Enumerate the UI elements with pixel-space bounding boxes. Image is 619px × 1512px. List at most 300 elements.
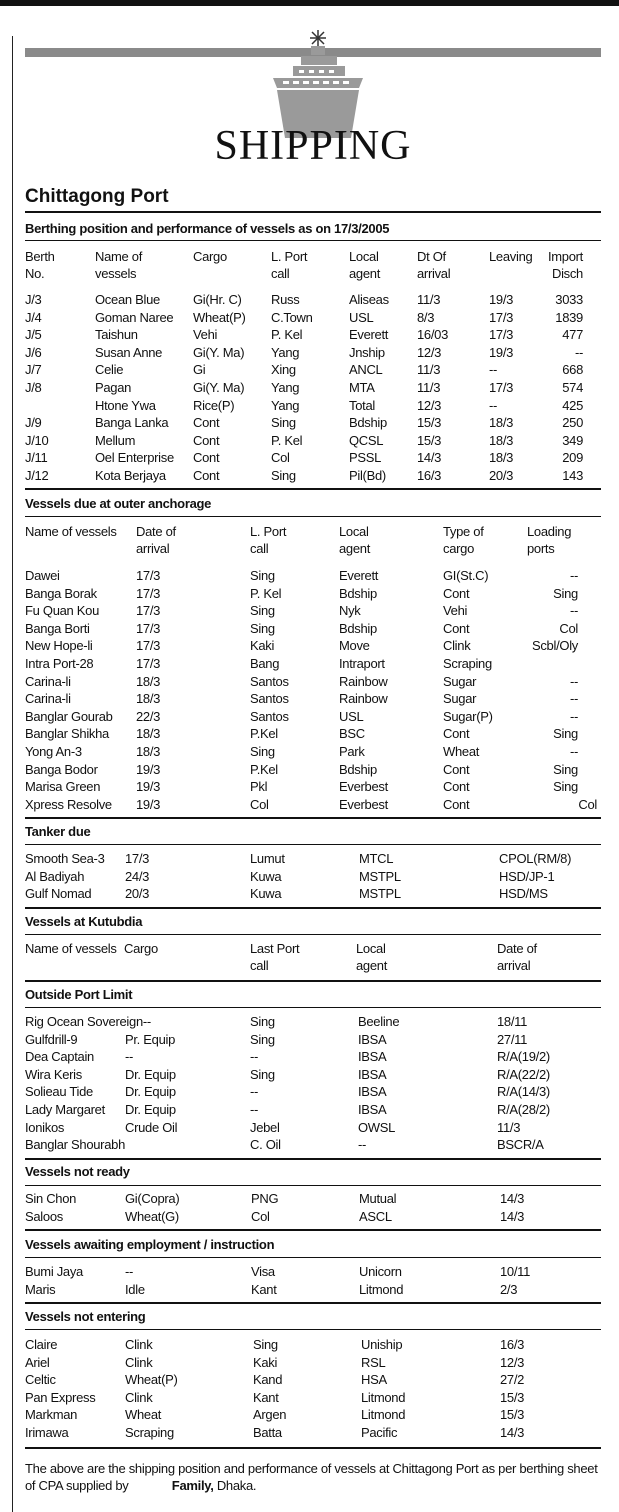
berthing-cell: P. Kel — [271, 432, 303, 448]
kutubdia-header: agent — [356, 958, 388, 973]
outside-cell: Beeline — [358, 1014, 400, 1029]
divider — [25, 488, 601, 490]
outer-cell: Clink — [443, 638, 471, 654]
notentering-cell: Ariel — [25, 1354, 50, 1370]
port-heading: Chittagong Port — [25, 186, 169, 207]
tanker-cell: 17/3 — [125, 851, 150, 866]
berthing-cell: Sing — [271, 468, 296, 483]
outer-header: ports — [527, 541, 555, 556]
outer-cell: Sugar — [443, 673, 477, 689]
notentering-cell: Batta — [253, 1425, 282, 1440]
notentering-cell: Argen — [253, 1407, 287, 1423]
notentering-cell: Clink — [125, 1337, 153, 1352]
outer-cell: Col — [578, 796, 597, 812]
notready-cell: Wheat(G) — [125, 1208, 179, 1224]
notready-cell: Gi(Copra) — [125, 1191, 180, 1206]
berthing-cell: Cont — [193, 450, 220, 466]
berthing-cell: 12/3 — [417, 397, 442, 413]
outer-cell: Carina-li — [25, 691, 71, 707]
footer-city: Dhaka. — [216, 1478, 257, 1493]
notentering-cell: Litmond — [361, 1389, 406, 1405]
outer-cell: USL — [339, 708, 364, 724]
notentering-cell: 12/3 — [500, 1354, 525, 1370]
berthing-cell: ANCL — [349, 362, 383, 378]
outer-header: L. Port — [250, 524, 287, 539]
outer-cell: Dawei — [25, 568, 60, 583]
notentering-cell: Kand — [253, 1372, 283, 1388]
kutubdia-header: arrival — [497, 958, 531, 973]
outer-cell: Bdship — [339, 585, 377, 601]
outside-cell: Solieau Tide — [25, 1084, 93, 1100]
berthing-cell: J/5 — [25, 327, 42, 343]
berthing-cell: 15/3 — [417, 432, 442, 448]
berthing-cell: Gi(Hr. C) — [193, 292, 242, 307]
berthing-cell: Bdship — [349, 415, 387, 431]
berthing-cell: 425 — [562, 397, 583, 413]
berthing-cell: 12/3 — [417, 344, 442, 360]
berthing-cell: Kota Berjaya — [95, 468, 166, 483]
outer-cell: Sing — [553, 726, 578, 742]
outer-cell: P.Kel — [250, 761, 278, 777]
notentering-cell: Pacific — [361, 1425, 398, 1440]
berthing-cell: J/10 — [25, 432, 49, 448]
outer-cell: Rainbow — [339, 691, 388, 707]
outer-cell: Cont — [443, 779, 470, 795]
outer-cell: -- — [569, 603, 578, 619]
outside-cell: -- — [358, 1137, 367, 1153]
berthing-header: arrival — [417, 266, 451, 281]
berthing-cell: J/4 — [25, 309, 42, 325]
berthing-cell: 15/3 — [417, 415, 442, 431]
outer-cell: Everbest — [339, 796, 388, 812]
kutubdia-title: Vessels at Kutubdia — [25, 914, 143, 929]
berthing-cell: 14/3 — [417, 450, 442, 466]
notentering-cell: Sing — [253, 1337, 278, 1352]
berthing-cell: Yang — [271, 397, 300, 413]
berthing-header: agent — [349, 266, 381, 281]
berthing-cell: 17/3 — [489, 380, 514, 395]
berthing-cell: Ocean Blue — [95, 292, 160, 307]
notentering-cell: 14/3 — [500, 1425, 525, 1440]
outside-cell: BSCR/A — [497, 1137, 544, 1153]
outside-cell: Jebel — [250, 1119, 280, 1135]
berthing-cell: J/8 — [25, 380, 42, 395]
outer-cell: Santos — [250, 691, 289, 707]
outside-cell: C. Oil — [250, 1137, 281, 1153]
notentering-cell: 15/3 — [500, 1407, 525, 1423]
outside-cell: -- — [250, 1084, 259, 1100]
berthing-cell: 20/3 — [489, 468, 514, 483]
outside-cell: Ionikos — [25, 1119, 65, 1135]
berthing-header: No. — [25, 266, 45, 281]
tanker-cell: Kuwa — [250, 868, 282, 884]
kutubdia-header: Last Port — [250, 941, 300, 956]
berthing-header: Disch — [551, 266, 583, 281]
outer-cell: -- — [569, 673, 578, 689]
awaiting-cell: Litmond — [359, 1281, 404, 1297]
divider — [25, 1329, 601, 1330]
berthing-cell: J/11 — [25, 450, 48, 466]
divider — [25, 1302, 601, 1304]
divider — [25, 934, 601, 935]
outer-cell: Fu Quan Kou — [25, 603, 100, 619]
outer-cell: Xpress Resolve — [25, 796, 112, 812]
tanker-cell: 20/3 — [125, 886, 150, 902]
masthead — [25, 30, 601, 170]
outside-cell: Sing — [250, 1014, 275, 1029]
awaiting-cell: Visa — [251, 1264, 275, 1279]
berthing-cell: Wheat(P) — [193, 309, 246, 325]
notentering-cell: 16/3 — [500, 1337, 525, 1352]
outside-cell: Rig Ocean Sovereign-- — [25, 1014, 151, 1029]
berthing-header: Name of — [95, 249, 143, 264]
berthing-cell: Total — [349, 397, 375, 413]
outer-cell: -- — [569, 744, 578, 759]
berthing-cell: 18/3 — [489, 450, 514, 466]
berthing-cell: Xing — [271, 362, 296, 378]
berthing-cell: 18/3 — [489, 432, 514, 448]
outer-cell: 17/3 — [136, 656, 161, 671]
outer-cell: 17/3 — [136, 585, 161, 601]
outer-cell: Yong An-3 — [25, 744, 82, 759]
notentering-cell: 27/2 — [500, 1372, 525, 1388]
outer-cell: New Hope-li — [25, 638, 93, 654]
outside-cell: Sing — [250, 1031, 275, 1047]
outer-cell: Cont — [443, 726, 470, 742]
outer-cell: Sugar — [443, 691, 477, 707]
berthing-header: L. Port — [271, 249, 308, 264]
divider — [25, 516, 601, 517]
outer-cell: Cont — [443, 796, 470, 812]
outer-cell: Carina-li — [25, 673, 71, 689]
outside-cell: Dr. Equip — [125, 1084, 176, 1100]
tanker-cell: Gulf Nomad — [25, 886, 92, 902]
outer-cell: Marisa Green — [25, 779, 101, 795]
outer-cell: 19/3 — [136, 796, 161, 812]
kutubdia-header: Name of vessels — [25, 941, 117, 956]
outside-cell: OWSL — [358, 1119, 396, 1135]
berthing-header: Dt Of — [417, 249, 446, 264]
berthing-cell: 11/3 — [417, 362, 441, 378]
outer-cell: 18/3 — [136, 726, 161, 742]
divider — [25, 1229, 601, 1231]
divider — [25, 907, 601, 909]
berthing-cell: Taishun — [95, 327, 138, 343]
berthing-cell: P. Kel — [271, 327, 303, 343]
outside-cell: Dr. Equip — [125, 1102, 176, 1117]
berthing-cell: Oel Enterprise — [95, 450, 174, 466]
berthing-cell: Yang — [271, 380, 300, 395]
outer-cell: Santos — [250, 708, 289, 724]
notentering-cell: Uniship — [361, 1337, 403, 1352]
berthing-header: Berth — [25, 249, 55, 264]
berthing-cell: J/7 — [25, 362, 42, 378]
berthing-cell: Sing — [271, 415, 296, 431]
notready-cell: 14/3 — [500, 1191, 525, 1206]
outer-cell: Banglar Gourab — [25, 708, 113, 724]
divider — [25, 1257, 601, 1258]
outside-cell: 11/3 — [497, 1119, 521, 1135]
berthing-cell: 477 — [562, 327, 583, 343]
berthing-cell: 16/3 — [417, 468, 442, 483]
outer-cell: Vehi — [443, 603, 468, 619]
divider — [25, 817, 601, 819]
berthing-cell: 668 — [562, 362, 583, 378]
outside-cell: -- — [125, 1049, 134, 1065]
tanker-cell: MTCL — [359, 851, 394, 866]
notready-cell: Col — [251, 1208, 270, 1224]
outer-cell: 18/3 — [136, 744, 161, 759]
outside-cell: -- — [250, 1049, 259, 1065]
divider — [25, 1007, 601, 1008]
outside-cell: 18/11 — [497, 1014, 528, 1029]
page-title: SHIPPING — [214, 123, 412, 169]
outside-cell: Banglar Shourabh — [25, 1137, 125, 1153]
outer-cell: Nyk — [339, 603, 361, 619]
berthing-cell: Cont — [193, 415, 220, 431]
berthing-cell: Pil(Bd) — [349, 468, 386, 483]
outer-cell: -- — [569, 568, 578, 583]
berthing-cell: PSSL — [349, 450, 382, 466]
notentering-cell: Clink — [125, 1389, 153, 1405]
outer-cell: -- — [569, 691, 578, 707]
notentering-cell: Celtic — [25, 1372, 56, 1388]
berthing-cell: Banga Lanka — [95, 415, 169, 431]
outside-cell: 27/11 — [497, 1031, 528, 1047]
berthing-cell: C.Town — [271, 309, 313, 325]
outer-cell: Sing — [250, 744, 275, 759]
berthing-cell: Cont — [193, 468, 220, 483]
berthing-cell: Goman Naree — [95, 309, 174, 325]
outer-cell: Bang — [250, 656, 280, 671]
outside-cell: Dr. Equip — [125, 1066, 176, 1082]
berthing-cell: Russ — [271, 292, 300, 307]
outside-cell: R/A(28/2) — [497, 1102, 550, 1117]
berthing-cell: Rice(P) — [193, 397, 235, 413]
berthing-cell: Jnship — [349, 344, 385, 360]
berthing-header: vessels — [95, 266, 137, 281]
notentering-title: Vessels not entering — [25, 1309, 146, 1324]
outer-cell: 19/3 — [136, 779, 161, 795]
berthing-cell: Aliseas — [349, 292, 389, 307]
outside-cell: IBSA — [358, 1102, 387, 1117]
outer-cell: 22/3 — [136, 708, 161, 724]
outer-cell: Cont — [443, 761, 470, 777]
outside-cell: Sing — [250, 1066, 275, 1082]
outside-cell: IBSA — [358, 1031, 387, 1047]
tanker-cell: Kuwa — [250, 886, 282, 902]
berthing-cell: Everett — [349, 327, 389, 343]
berthing-cell: Htone Ywa — [95, 397, 156, 413]
berthing-header: call — [271, 266, 290, 281]
berthing-header: Local — [349, 249, 379, 264]
outer-cell: 17/3 — [136, 603, 161, 619]
outside-cell: R/A(19/2) — [497, 1049, 550, 1065]
tanker-cell: HSD/MS — [499, 886, 548, 902]
berthing-cell: 1839 — [555, 309, 583, 325]
outer-cell: Everett — [339, 568, 379, 583]
berthing-cell: 209 — [562, 450, 583, 466]
berthing-cell: 18/3 — [489, 415, 514, 431]
notentering-cell: 15/3 — [500, 1389, 525, 1405]
berthing-header: Leaving — [489, 249, 533, 264]
outer-cell: Everbest — [339, 779, 388, 795]
berthing-cell: 143 — [562, 468, 583, 483]
berthing-cell: USL — [349, 309, 374, 325]
outer-cell: Cont — [443, 585, 470, 601]
notentering-cell: Claire — [25, 1337, 58, 1352]
notentering-cell: HSA — [361, 1372, 387, 1388]
outer-cell: Col — [250, 796, 269, 812]
divider — [25, 980, 601, 982]
outer-cell: Sing — [553, 585, 578, 601]
berthing-cell: 17/3 — [489, 327, 514, 343]
notentering-cell: RSL — [361, 1354, 386, 1370]
outer-cell: Banga Bodor — [25, 761, 98, 777]
outer-header: Type of — [443, 524, 484, 539]
outer-cell: Scraping — [443, 656, 492, 671]
notready-cell: ASCL — [359, 1208, 392, 1224]
notentering-cell: Kaki — [253, 1354, 278, 1370]
tanker-cell: Lumut — [250, 851, 285, 866]
notready-cell: Sin Chon — [25, 1191, 77, 1206]
berthing-cell: Celie — [95, 362, 124, 378]
kutubdia-header: Cargo — [124, 941, 158, 956]
footer-source: Family, — [171, 1478, 214, 1493]
notentering-cell: Kant — [253, 1389, 279, 1405]
kutubdia-header: Date of — [497, 941, 537, 956]
notentering-cell: Clink — [125, 1354, 153, 1370]
berthing-cell: MTA — [349, 380, 375, 395]
awaiting-cell: -- — [125, 1264, 134, 1279]
tanker-cell: MSTPL — [359, 868, 401, 884]
awaiting-cell: Maris — [25, 1281, 56, 1297]
outside-cell: Gulfdrill-9 — [25, 1031, 78, 1047]
outer-cell: Park — [339, 744, 365, 759]
outer-cell: P. Kel — [250, 585, 282, 601]
berthing-cell: 19/3 — [489, 344, 514, 360]
outer-cell: Rainbow — [339, 673, 388, 689]
outer-cell: 18/3 — [136, 691, 161, 707]
berthing-cell: 8/3 — [417, 309, 435, 325]
berthing-cell: 3033 — [555, 292, 583, 307]
outer-header: Name of vessels — [25, 524, 117, 539]
outer-header: Loading — [527, 524, 572, 539]
awaiting-cell: Idle — [125, 1281, 145, 1297]
berthing-cell: QCSL — [349, 432, 384, 448]
berthing-cell: -- — [574, 344, 583, 360]
notentering-cell: Pan Express — [25, 1389, 96, 1405]
outside-cell: Dea Captain — [25, 1049, 94, 1065]
outer-cell: Intra Port-28 — [25, 656, 94, 671]
berthing-cell: Susan Anne — [95, 344, 163, 360]
outer-cell: Scbl/Oly — [531, 638, 578, 654]
tanker-cell: CPOL(RM/8) — [499, 851, 572, 866]
berthing-cell: Gi(Y. Ma) — [193, 344, 245, 360]
berthing-cell: Mellum — [95, 432, 136, 448]
outer-cell: 18/3 — [136, 673, 161, 689]
berthing-header: Cargo — [193, 249, 227, 264]
tanker-cell: MSTPL — [359, 886, 401, 902]
top-rule — [0, 0, 619, 6]
outer-cell: Kaki — [250, 638, 275, 654]
tanker-cell: HSD/JP-1 — [499, 868, 555, 884]
berthing-cell: J/9 — [25, 415, 42, 431]
berthing-cell: Col — [271, 450, 290, 466]
outside-cell: IBSA — [358, 1066, 387, 1082]
notentering-cell: Wheat — [125, 1407, 162, 1423]
outer-cell: Move — [339, 638, 370, 654]
notentering-cell: Scraping — [125, 1425, 174, 1440]
outer-cell: Wheat — [443, 744, 480, 759]
outer-cell: Intraport — [339, 656, 385, 671]
divider — [25, 1158, 601, 1160]
divider — [25, 1185, 601, 1186]
notready-cell: 14/3 — [500, 1208, 525, 1224]
awaiting-cell: 10/11 — [500, 1264, 531, 1279]
notready-cell: Saloos — [25, 1208, 63, 1224]
outside-cell: Crude Oil — [125, 1119, 178, 1135]
berthing-cell: 349 — [562, 432, 583, 448]
tanker-title: Tanker due — [25, 824, 91, 839]
berthing-cell: 11/3 — [417, 380, 441, 395]
tanker-cell: 24/3 — [125, 868, 150, 884]
berthing-cell: Gi(Y. Ma) — [193, 380, 245, 395]
berthing-cell: Pagan — [95, 380, 132, 395]
left-column-rule — [12, 36, 13, 1512]
berthing-header: Import — [547, 249, 583, 264]
outer-title: Vessels due at outer anchorage — [25, 496, 212, 511]
outer-cell: 19/3 — [136, 761, 161, 777]
outer-cell: Banglar Shikha — [25, 726, 109, 742]
berthing-cell: Gi — [193, 362, 206, 378]
outer-cell: 17/3 — [136, 620, 161, 636]
outside-cell: Pr. Equip — [125, 1031, 176, 1047]
outer-cell: Cont — [443, 620, 470, 636]
outer-cell: -- — [569, 708, 578, 724]
kutubdia-header: Local — [356, 941, 386, 956]
berthing-cell: 11/3 — [417, 292, 441, 307]
outer-header: call — [250, 541, 269, 556]
footer-note — [25, 1460, 601, 1494]
berthing-cell: Cont — [193, 432, 220, 448]
berthing-cell: 19/3 — [489, 292, 514, 307]
berthing-cell: 17/3 — [489, 309, 514, 325]
outer-cell: Col — [559, 620, 578, 636]
berthing-cell: J/12 — [25, 468, 49, 483]
outside-cell: -- — [250, 1102, 259, 1117]
outer-cell: Sing — [553, 779, 578, 795]
outer-cell: Santos — [250, 673, 289, 689]
berthing-cell: 574 — [562, 380, 583, 395]
divider — [25, 1447, 601, 1449]
outer-header: Date of — [136, 524, 176, 539]
outer-cell: BSC — [339, 726, 365, 742]
outside-cell: R/A(22/2) — [497, 1066, 550, 1082]
kutubdia-header: call — [250, 958, 269, 973]
outside-cell: IBSA — [358, 1049, 387, 1065]
outer-cell: 17/3 — [136, 638, 161, 654]
awaiting-cell: Unicorn — [359, 1264, 402, 1279]
outer-cell: Bdship — [339, 620, 377, 636]
notready-title: Vessels not ready — [25, 1164, 130, 1179]
tanker-cell: Smooth Sea-3 — [25, 851, 105, 866]
berthing-cell: Vehi — [193, 327, 218, 343]
outer-cell: Banga Borak — [25, 585, 97, 601]
outer-cell: Bdship — [339, 761, 377, 777]
divider — [25, 844, 601, 845]
outer-header: cargo — [443, 541, 475, 556]
